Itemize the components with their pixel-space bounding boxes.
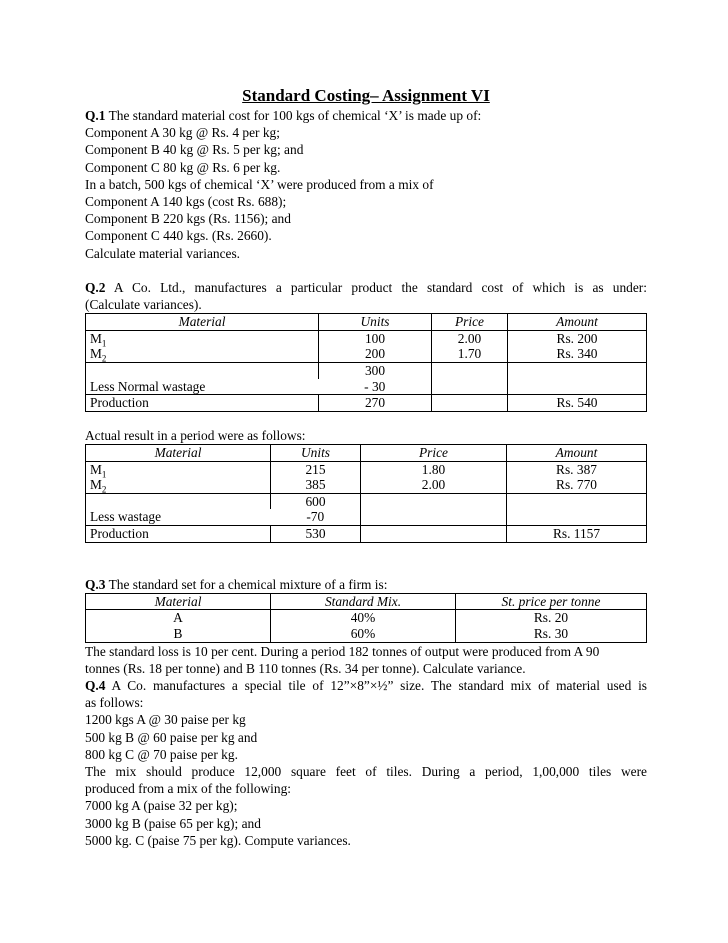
mix-header-standard: Standard Mix. [271,593,456,610]
table-row [86,330,647,346]
mix-header-price: St. price per tonne [456,593,647,610]
material-subscript: 2 [101,484,107,495]
units-cell: 200 [319,346,432,362]
document-page [85,86,647,849]
material-name: M [90,346,102,362]
actual-intro: Actual result in a period were as follows: [85,427,306,443]
q1-text: The standard material cost for 100 kgs of chemical ‘X’ is made up of: [105,108,482,123]
table-row [86,493,647,509]
q3-label: Q.3 [85,576,106,592]
price-cell: Rs. 30 [456,626,647,642]
amount-cell: Rs. 200 [508,330,647,346]
material-subscript: 1 [101,469,107,480]
total-units: 300 [319,363,432,379]
q1-label: Q.1 [85,108,106,123]
question-1 [85,107,647,262]
q1-line-1: Component A 30 kg @ Rs. 4 per kg; [85,125,280,141]
q1-line-0 [85,107,647,124]
q3-after-2: tonnes (Rs. 18 per tonne) and B 110 tonnes (Rs. 34 per tonne). Calculate variance. [85,660,526,676]
q4-line-1: as follows: [85,695,144,711]
page-title: Standard Costing– Assignment VI [242,86,490,105]
price-cell: 2.00 [361,477,507,493]
q3-after-1: The standard loss is 10 per cent. During a period 182 tonnes of output were produced from A 90 [85,643,600,659]
material-name: M [90,477,102,493]
q4-line-7: 7000 kg A (paise 32 per kg); [85,798,238,814]
actual-result-table [85,444,647,543]
production-amount: Rs. 540 [508,395,647,412]
table-row [86,461,647,477]
table-row [86,477,647,493]
less-units: - 30 [364,378,386,394]
q4-line-8: 3000 kg B (paise 65 per kg); and [85,815,261,831]
production-amount: Rs. 1157 [507,525,647,542]
act-header-amount: Amount [507,445,647,462]
less-units: -70 [306,509,325,525]
q2-intro [85,279,647,296]
production-units: 530 [271,525,361,542]
table-row [86,395,647,412]
mix-cell: 40% [271,610,456,626]
q2-intro-2: (Calculate variances). [85,297,202,313]
amount-cell: Rs. 770 [507,477,647,493]
material-subscript: 1 [101,338,107,349]
q4-line-4: 800 kg C @ 70 paise per kg. [85,746,238,762]
price-cell: Rs. 20 [456,610,647,626]
std-header-price: Price [432,314,508,331]
production-label: Production [86,525,271,542]
question-3 [85,576,647,677]
act-header-price: Price [361,445,507,462]
act-header-material: Material [86,445,271,462]
q1-line-3: Component C 80 kg @ Rs. 6 per kg. [85,159,281,175]
q1-line-4: In a batch, 500 kgs of chemical ‘X’ were produced from a mix of [85,176,434,192]
mix-header-material: Material [86,593,271,610]
q1-line-5: Component A 140 kgs (cost Rs. 688); [85,194,287,210]
amount-cell: Rs. 340 [508,346,647,362]
table-row [86,346,647,362]
price-cell: 1.80 [361,461,507,477]
q3-intro [85,576,647,593]
std-header-amount: Amount [508,314,647,331]
q1-line-6: Component B 220 kgs (Rs. 1156); and [85,211,291,227]
act-header-units: Units [271,445,361,462]
units-cell: 385 [271,477,361,493]
less-label: Less wastage [86,493,271,525]
q1-line-8: Calculate material variances. [85,245,241,261]
amount-cell: Rs. 387 [507,461,647,477]
production-units: 270 [319,395,432,412]
q4-line-5: The mix should produce 12,000 square feet of tiles. During a period, 1,00,000 tiles were [85,763,647,779]
standard-mix-table [85,593,647,643]
mix-cell: 60% [271,626,456,642]
price-cell: 1.70 [432,346,508,362]
total-units: 600 [271,493,361,509]
less-label: Less Normal wastage [86,363,319,395]
table-row [86,610,647,626]
standard-cost-table [85,313,647,412]
table-row [86,626,647,642]
q4-line-2: 1200 kgs A @ 30 paise per kg [85,712,246,728]
production-label: Production [86,395,319,412]
units-cell: 100 [319,330,432,346]
material-name: A [173,610,183,626]
units-cell: 215 [271,461,361,477]
question-2 [85,279,647,543]
q1-line-2: Component B 40 kg @ Rs. 5 per kg; and [85,142,304,158]
q4-line-0 [85,677,647,694]
q4-label: Q.4 [85,677,106,693]
table-row [86,525,647,542]
q2-intro-text: A Co. Ltd., manufactures a particular product the standard cost of which is as under: [105,279,647,295]
question-4 [85,677,647,849]
q1-line-7: Component C 440 kgs. (Rs. 2660). [85,228,272,244]
price-cell: 2.00 [432,330,508,346]
std-header-material: Material [86,314,319,331]
q4-line-3: 500 kg B @ 60 paise per kg and [85,729,258,745]
q4-line-6: produced from a mix of the following: [85,781,292,797]
material-name: B [173,625,183,641]
std-header-units: Units [319,314,432,331]
material-subscript: 2 [101,354,107,365]
q4-text: A Co. manufactures a special tile of 12”×8”×½” size. The standard mix of material used is [105,677,647,693]
q4-line-9: 5000 kg. C (paise 75 per kg). Compute variances. [85,832,351,848]
material-name: M [90,461,102,477]
table-row [86,363,647,379]
q2-label: Q.2 [85,279,106,295]
material-name: M [90,330,102,346]
q3-intro-text: The standard set for a chemical mixture of a firm is: [105,576,388,592]
